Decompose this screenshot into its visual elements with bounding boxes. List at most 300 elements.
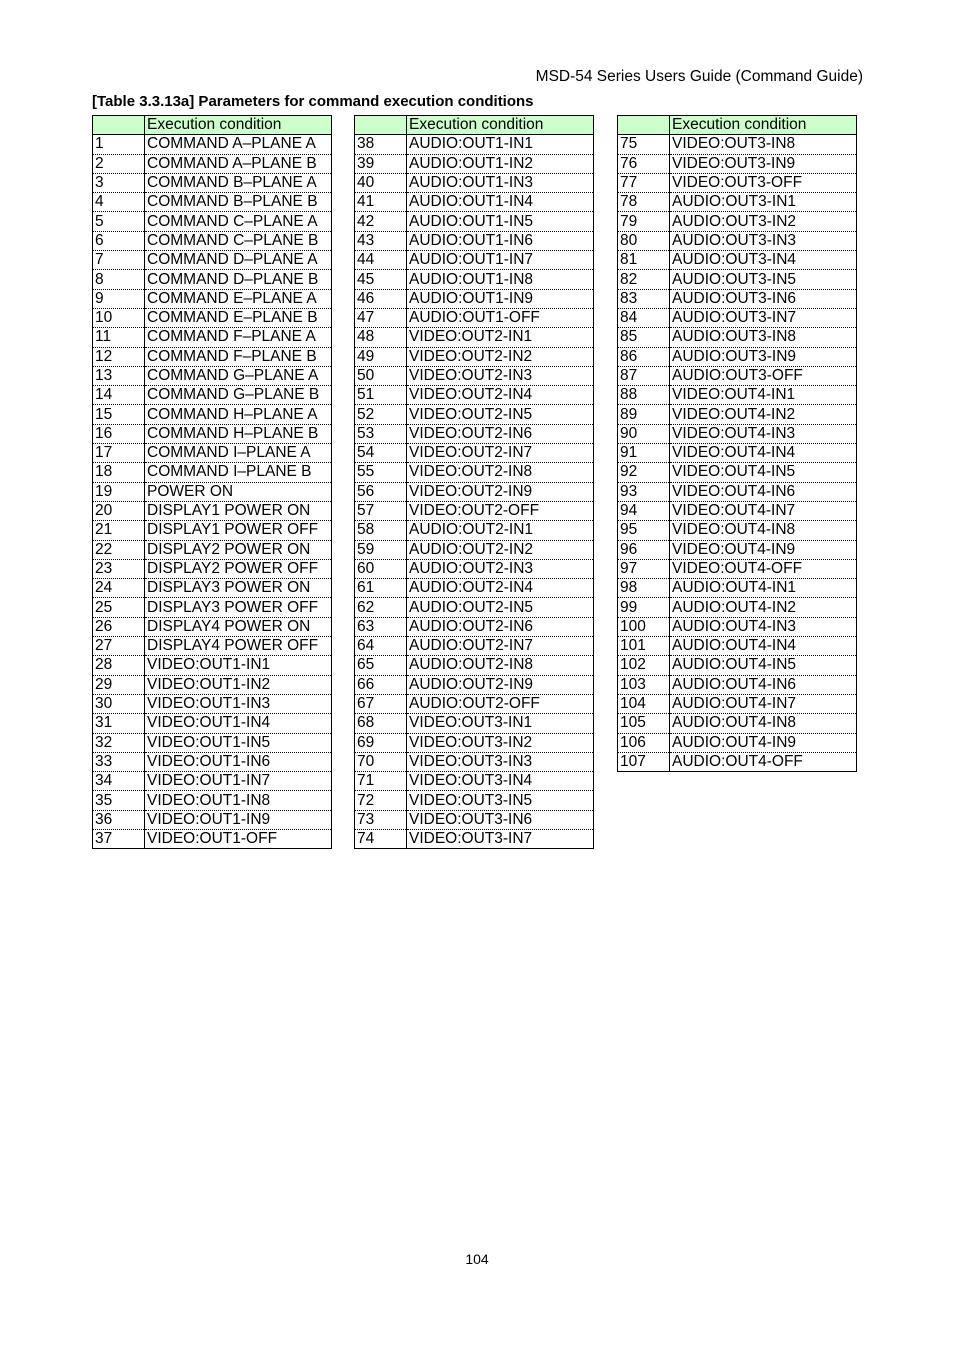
condition-name: AUDIO:OUT3-IN8 [670, 328, 857, 347]
condition-number: 42 [355, 212, 407, 231]
condition-name: VIDEO:OUT3-IN7 [407, 829, 594, 848]
condition-number: 37 [93, 829, 145, 848]
condition-number: 14 [93, 386, 145, 405]
condition-name: VIDEO:OUT2-IN6 [407, 424, 594, 443]
table-row [93, 366, 332, 385]
condition-number: 84 [618, 308, 670, 327]
condition-name: VIDEO:OUT3-IN3 [407, 752, 594, 771]
table-row [355, 386, 594, 405]
condition-number: 78 [618, 193, 670, 212]
condition-number: 97 [618, 559, 670, 578]
condition-name: AUDIO:OUT3-IN5 [670, 270, 857, 289]
condition-name: VIDEO:OUT3-OFF [670, 173, 857, 192]
table-row [93, 270, 332, 289]
table-row [618, 463, 857, 482]
condition-number: 31 [93, 714, 145, 733]
table-row [93, 791, 332, 810]
condition-name: COMMAND A–PLANE B [145, 154, 332, 173]
condition-number: 95 [618, 521, 670, 540]
condition-number: 98 [618, 579, 670, 598]
table-row [355, 810, 594, 829]
condition-name: AUDIO:OUT1-IN2 [407, 154, 594, 173]
table-row [93, 482, 332, 501]
table-row [618, 270, 857, 289]
condition-number: 86 [618, 347, 670, 366]
table-row [355, 463, 594, 482]
condition-number: 11 [93, 328, 145, 347]
condition-name: VIDEO:OUT1-IN4 [145, 714, 332, 733]
table-row [618, 598, 857, 617]
table-row [93, 212, 332, 231]
condition-name: AUDIO:OUT1-IN9 [407, 289, 594, 308]
condition-name: COMMAND H–PLANE A [145, 405, 332, 424]
table-row [93, 251, 332, 270]
table-row [355, 579, 594, 598]
condition-name: AUDIO:OUT4-IN2 [670, 598, 857, 617]
condition-name: VIDEO:OUT3-IN6 [407, 810, 594, 829]
condition-name: AUDIO:OUT3-IN6 [670, 289, 857, 308]
condition-number: 57 [355, 501, 407, 520]
condition-number: 26 [93, 617, 145, 636]
table-row [618, 154, 857, 173]
table-row [355, 656, 594, 675]
condition-name: VIDEO:OUT1-IN9 [145, 810, 332, 829]
condition-name: VIDEO:OUT1-IN2 [145, 675, 332, 694]
table-row [93, 617, 332, 636]
condition-number: 77 [618, 173, 670, 192]
table-row [355, 444, 594, 463]
condition-number: 93 [618, 482, 670, 501]
table-row [618, 752, 857, 771]
condition-number: 35 [93, 791, 145, 810]
condition-number: 52 [355, 405, 407, 424]
table-row [355, 714, 594, 733]
table-row [618, 386, 857, 405]
table-row [355, 270, 594, 289]
table-row [93, 559, 332, 578]
condition-name: COMMAND G–PLANE A [145, 366, 332, 385]
table-row [618, 251, 857, 270]
condition-name: VIDEO:OUT2-IN1 [407, 328, 594, 347]
table-row [93, 540, 332, 559]
table-row [618, 212, 857, 231]
condition-number: 105 [618, 714, 670, 733]
condition-name: AUDIO:OUT3-IN3 [670, 231, 857, 250]
condition-number: 79 [618, 212, 670, 231]
condition-name: VIDEO:OUT4-IN9 [670, 540, 857, 559]
condition-number: 64 [355, 637, 407, 656]
table-row [93, 579, 332, 598]
condition-number: 44 [355, 251, 407, 270]
condition-number: 89 [618, 405, 670, 424]
condition-name: VIDEO:OUT4-IN2 [670, 405, 857, 424]
table-row [93, 752, 332, 771]
table-row [618, 424, 857, 443]
table-row [618, 521, 857, 540]
table-row [618, 579, 857, 598]
condition-name: VIDEO:OUT2-IN9 [407, 482, 594, 501]
table-row [93, 656, 332, 675]
condition-name: POWER ON [145, 482, 332, 501]
table-row [93, 328, 332, 347]
table-row [618, 231, 857, 250]
condition-number: 27 [93, 637, 145, 656]
condition-number: 92 [618, 463, 670, 482]
table-row [355, 424, 594, 443]
condition-number: 90 [618, 424, 670, 443]
table-row [93, 308, 332, 327]
table-row [355, 308, 594, 327]
condition-name: COMMAND C–PLANE A [145, 212, 332, 231]
table-row [355, 733, 594, 752]
table-row [618, 482, 857, 501]
table-row [355, 231, 594, 250]
condition-number: 15 [93, 405, 145, 424]
condition-number: 40 [355, 173, 407, 192]
condition-name: AUDIO:OUT1-IN1 [407, 135, 594, 154]
condition-name: AUDIO:OUT3-IN4 [670, 251, 857, 270]
condition-name: COMMAND D–PLANE A [145, 251, 332, 270]
table-row [93, 173, 332, 192]
condition-name: VIDEO:OUT2-OFF [407, 501, 594, 520]
condition-number: 51 [355, 386, 407, 405]
condition-name: VIDEO:OUT3-IN5 [407, 791, 594, 810]
table-row [93, 772, 332, 791]
table-row [355, 752, 594, 771]
condition-name: AUDIO:OUT2-IN4 [407, 579, 594, 598]
condition-number: 101 [618, 637, 670, 656]
conditions-table-1 [92, 115, 332, 849]
table-row [618, 617, 857, 636]
condition-name: DISPLAY4 POWER ON [145, 617, 332, 636]
table-row [93, 193, 332, 212]
conditions-table-2 [354, 115, 594, 849]
condition-name: AUDIO:OUT1-IN8 [407, 270, 594, 289]
table-row [618, 173, 857, 192]
table-header-row [355, 116, 594, 135]
condition-number: 71 [355, 772, 407, 791]
condition-name: AUDIO:OUT1-IN3 [407, 173, 594, 192]
condition-name: AUDIO:OUT3-IN1 [670, 193, 857, 212]
condition-number: 36 [93, 810, 145, 829]
condition-name: DISPLAY3 POWER OFF [145, 598, 332, 617]
condition-number: 22 [93, 540, 145, 559]
table-row [355, 521, 594, 540]
condition-name: DISPLAY2 POWER ON [145, 540, 332, 559]
condition-number: 29 [93, 675, 145, 694]
condition-name: AUDIO:OUT2-IN9 [407, 675, 594, 694]
condition-name: VIDEO:OUT4-IN3 [670, 424, 857, 443]
table-row [93, 444, 332, 463]
condition-name: VIDEO:OUT4-IN6 [670, 482, 857, 501]
condition-number: 65 [355, 656, 407, 675]
condition-number: 103 [618, 675, 670, 694]
condition-number: 24 [93, 579, 145, 598]
condition-number: 69 [355, 733, 407, 752]
table-row [355, 154, 594, 173]
table-row [355, 482, 594, 501]
condition-name: VIDEO:OUT2-IN5 [407, 405, 594, 424]
condition-name: VIDEO:OUT2-IN7 [407, 444, 594, 463]
condition-number: 58 [355, 521, 407, 540]
condition-number: 60 [355, 559, 407, 578]
condition-number: 3 [93, 173, 145, 192]
condition-number: 100 [618, 617, 670, 636]
table-row [93, 135, 332, 154]
number-column-header [93, 116, 145, 135]
table-row [93, 810, 332, 829]
condition-number: 2 [93, 154, 145, 173]
condition-column-header: Execution condition [145, 116, 332, 135]
condition-name: AUDIO:OUT2-IN2 [407, 540, 594, 559]
condition-number: 72 [355, 791, 407, 810]
condition-name: VIDEO:OUT3-IN4 [407, 772, 594, 791]
table-row [618, 540, 857, 559]
condition-number: 85 [618, 328, 670, 347]
table-row [618, 559, 857, 578]
table-row [93, 637, 332, 656]
condition-name: DISPLAY3 POWER ON [145, 579, 332, 598]
table-row [355, 135, 594, 154]
table-row [355, 328, 594, 347]
table-header-row [618, 116, 857, 135]
condition-number: 91 [618, 444, 670, 463]
table-row [93, 829, 332, 848]
condition-name: VIDEO:OUT4-IN1 [670, 386, 857, 405]
condition-number: 107 [618, 752, 670, 771]
table-row [618, 501, 857, 520]
condition-number: 76 [618, 154, 670, 173]
table-row [355, 540, 594, 559]
condition-number: 67 [355, 694, 407, 713]
table-row [618, 135, 857, 154]
condition-name: AUDIO:OUT4-IN7 [670, 694, 857, 713]
condition-number: 82 [618, 270, 670, 289]
condition-name: VIDEO:OUT3-IN2 [407, 733, 594, 752]
condition-name: VIDEO:OUT3-IN1 [407, 714, 594, 733]
condition-name: COMMAND G–PLANE B [145, 386, 332, 405]
condition-number: 45 [355, 270, 407, 289]
condition-name: VIDEO:OUT2-IN2 [407, 347, 594, 366]
condition-number: 106 [618, 733, 670, 752]
condition-name: VIDEO:OUT1-IN1 [145, 656, 332, 675]
table-row [355, 366, 594, 385]
condition-name: COMMAND F–PLANE A [145, 328, 332, 347]
table-row [618, 366, 857, 385]
number-column-header [355, 116, 407, 135]
table-row [355, 637, 594, 656]
table-row [618, 656, 857, 675]
condition-number: 12 [93, 347, 145, 366]
table-row [618, 714, 857, 733]
condition-number: 53 [355, 424, 407, 443]
condition-name: DISPLAY1 POWER ON [145, 501, 332, 520]
table-row [618, 193, 857, 212]
condition-number: 1 [93, 135, 145, 154]
condition-number: 87 [618, 366, 670, 385]
condition-name: COMMAND A–PLANE A [145, 135, 332, 154]
condition-name: COMMAND H–PLANE B [145, 424, 332, 443]
table-row [355, 289, 594, 308]
table-row [355, 212, 594, 231]
condition-name: COMMAND F–PLANE B [145, 347, 332, 366]
condition-number: 18 [93, 463, 145, 482]
condition-number: 39 [355, 154, 407, 173]
condition-name: AUDIO:OUT1-IN6 [407, 231, 594, 250]
condition-name: AUDIO:OUT2-OFF [407, 694, 594, 713]
condition-name: AUDIO:OUT2-IN7 [407, 637, 594, 656]
condition-name: AUDIO:OUT4-IN4 [670, 637, 857, 656]
table-row [355, 347, 594, 366]
document-header: MSD-54 Series Users Guide (Command Guide) [535, 68, 863, 85]
condition-name: AUDIO:OUT4-IN1 [670, 579, 857, 598]
table-row [93, 675, 332, 694]
condition-name: AUDIO:OUT2-IN5 [407, 598, 594, 617]
table-row [355, 405, 594, 424]
condition-number: 80 [618, 231, 670, 250]
condition-name: AUDIO:OUT2-IN8 [407, 656, 594, 675]
condition-name: DISPLAY1 POWER OFF [145, 521, 332, 540]
condition-name: VIDEO:OUT1-OFF [145, 829, 332, 848]
condition-number: 25 [93, 598, 145, 617]
condition-number: 4 [93, 193, 145, 212]
condition-number: 56 [355, 482, 407, 501]
condition-number: 74 [355, 829, 407, 848]
condition-name: AUDIO:OUT2-IN6 [407, 617, 594, 636]
condition-name: DISPLAY2 POWER OFF [145, 559, 332, 578]
table-row [355, 559, 594, 578]
condition-number: 34 [93, 772, 145, 791]
condition-name: VIDEO:OUT3-IN8 [670, 135, 857, 154]
condition-name: VIDEO:OUT2-IN8 [407, 463, 594, 482]
table-row [618, 733, 857, 752]
table-row [93, 521, 332, 540]
condition-number: 59 [355, 540, 407, 559]
condition-name: AUDIO:OUT3-IN7 [670, 308, 857, 327]
condition-name: AUDIO:OUT1-IN7 [407, 251, 594, 270]
condition-number: 13 [93, 366, 145, 385]
condition-name: AUDIO:OUT2-IN1 [407, 521, 594, 540]
condition-number: 68 [355, 714, 407, 733]
condition-number: 32 [93, 733, 145, 752]
table-row [618, 675, 857, 694]
condition-column-header: Execution condition [670, 116, 857, 135]
condition-name: AUDIO:OUT4-IN3 [670, 617, 857, 636]
condition-name: VIDEO:OUT2-IN3 [407, 366, 594, 385]
condition-name: DISPLAY4 POWER OFF [145, 637, 332, 656]
condition-name: AUDIO:OUT4-IN6 [670, 675, 857, 694]
condition-name: AUDIO:OUT4-IN8 [670, 714, 857, 733]
table-row [93, 424, 332, 443]
table-row [355, 694, 594, 713]
table-row [618, 289, 857, 308]
condition-name: COMMAND B–PLANE B [145, 193, 332, 212]
table-row [618, 405, 857, 424]
condition-number: 17 [93, 444, 145, 463]
condition-name: AUDIO:OUT4-IN9 [670, 733, 857, 752]
condition-number: 48 [355, 328, 407, 347]
conditions-table-3 [617, 115, 857, 772]
condition-number: 7 [93, 251, 145, 270]
table-row [93, 405, 332, 424]
table-row [355, 617, 594, 636]
table-row [355, 173, 594, 192]
table-row [93, 501, 332, 520]
condition-name: VIDEO:OUT1-IN5 [145, 733, 332, 752]
table-row [93, 289, 332, 308]
condition-number: 63 [355, 617, 407, 636]
table-row [93, 154, 332, 173]
table-row [355, 675, 594, 694]
table-row [618, 444, 857, 463]
condition-name: VIDEO:OUT2-IN4 [407, 386, 594, 405]
condition-number: 23 [93, 559, 145, 578]
condition-name: AUDIO:OUT1-OFF [407, 308, 594, 327]
condition-number: 8 [93, 270, 145, 289]
condition-number: 96 [618, 540, 670, 559]
table-row [93, 694, 332, 713]
table-row [618, 308, 857, 327]
table-row [355, 791, 594, 810]
condition-number: 10 [93, 308, 145, 327]
condition-number: 70 [355, 752, 407, 771]
table-row [355, 501, 594, 520]
table-row [355, 772, 594, 791]
condition-number: 43 [355, 231, 407, 250]
table-header-row [93, 116, 332, 135]
condition-number: 16 [93, 424, 145, 443]
condition-number: 94 [618, 501, 670, 520]
condition-number: 21 [93, 521, 145, 540]
condition-name: COMMAND D–PLANE B [145, 270, 332, 289]
condition-name: COMMAND E–PLANE A [145, 289, 332, 308]
condition-name: COMMAND C–PLANE B [145, 231, 332, 250]
condition-number: 99 [618, 598, 670, 617]
condition-number: 20 [93, 501, 145, 520]
condition-column-header: Execution condition [407, 116, 594, 135]
table-row [355, 598, 594, 617]
condition-number: 49 [355, 347, 407, 366]
condition-number: 81 [618, 251, 670, 270]
condition-number: 6 [93, 231, 145, 250]
table-row [355, 829, 594, 848]
condition-name: AUDIO:OUT4-OFF [670, 752, 857, 771]
condition-name: AUDIO:OUT3-OFF [670, 366, 857, 385]
condition-name: AUDIO:OUT1-IN4 [407, 193, 594, 212]
condition-name: VIDEO:OUT4-IN4 [670, 444, 857, 463]
condition-number: 62 [355, 598, 407, 617]
condition-number: 28 [93, 656, 145, 675]
table-row [93, 598, 332, 617]
condition-name: COMMAND B–PLANE A [145, 173, 332, 192]
page-number: 104 [465, 1251, 489, 1267]
table-caption: [Table 3.3.13a] Parameters for command execution conditions [92, 93, 534, 110]
table-row [93, 231, 332, 250]
condition-name: AUDIO:OUT1-IN5 [407, 212, 594, 231]
table-row [618, 328, 857, 347]
condition-number: 66 [355, 675, 407, 694]
table-row [93, 463, 332, 482]
condition-name: VIDEO:OUT1-IN8 [145, 791, 332, 810]
table-row [355, 193, 594, 212]
table-row [93, 714, 332, 733]
condition-number: 73 [355, 810, 407, 829]
condition-number: 5 [93, 212, 145, 231]
condition-number: 33 [93, 752, 145, 771]
condition-name: VIDEO:OUT4-IN5 [670, 463, 857, 482]
number-column-header [618, 116, 670, 135]
condition-number: 9 [93, 289, 145, 308]
